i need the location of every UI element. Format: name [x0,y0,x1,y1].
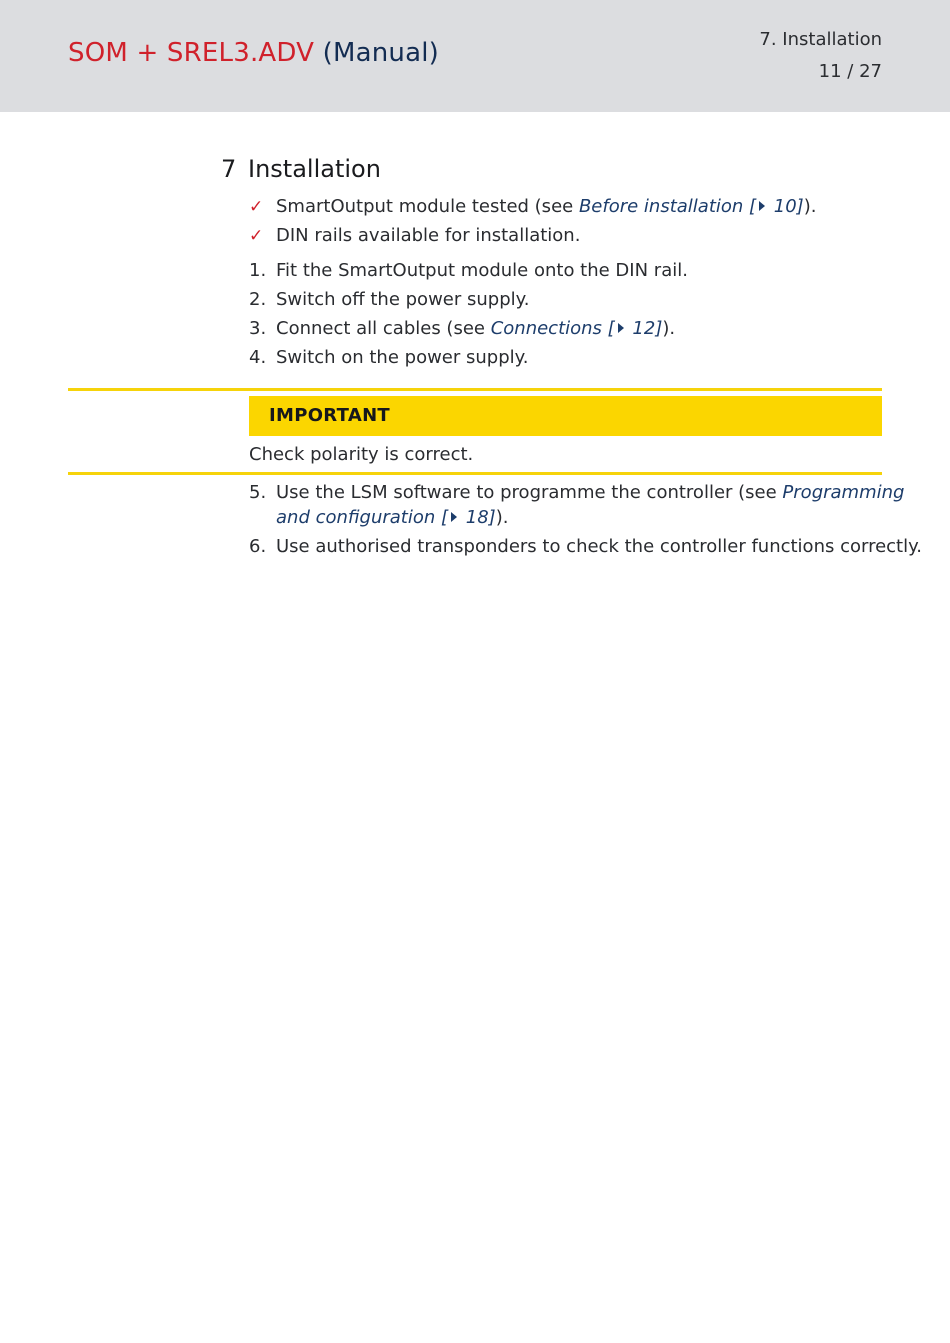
link-page: 18] [460,507,496,528]
step-text [276,317,675,341]
prerequisite-text: DIN rails available for installation. [276,225,581,246]
link-text: Before installation [ [578,196,757,217]
step-text-after: ). [495,507,509,528]
section-reference: 7. Installation [759,29,882,50]
document-title [68,38,439,68]
page-header [0,0,950,112]
page-reference-arrow-icon [451,512,457,522]
step-text: Fit the SmartOutput module onto the DIN rail. [276,260,688,281]
link-text: Connections [ [490,318,615,339]
link-programming[interactable]: Programming [782,482,905,503]
page-number: 11 / 27 [818,61,882,82]
step-text-after: ). [662,318,676,339]
step-text: Switch on the power supply. [276,347,529,368]
prerequisite-text-before: SmartOutput module tested (see [276,196,579,217]
step-text [276,481,904,505]
step-item [249,481,904,505]
link-page: 10] [768,196,804,217]
prerequisite-text-after: ). [803,196,817,217]
page-reference-arrow-icon [618,323,624,333]
step-text: Use authorised transponders to check the controller functions correctly. [276,536,922,557]
step-number: 3. [249,318,267,339]
step-item [249,317,675,341]
document-title-type: (Manual) [322,38,439,68]
link-text: and configuration [ [276,507,449,528]
document-title-product: SOM + SREL3.ADV [68,38,315,68]
prerequisite-text [276,195,816,219]
important-notice-banner [249,396,882,436]
step-item [249,535,922,559]
important-text: Check polarity is correct. [249,444,474,465]
step-text-before: Connect all cables (see [276,318,491,339]
checkmark-icon: ✓ [249,197,264,217]
step-item-continuation [249,506,508,530]
step-number: 2. [249,289,267,310]
step-item [249,288,529,312]
link-programming-continued[interactable] [276,507,496,528]
step-text-before: Use the LSM software to programme the controller (see [276,482,783,503]
checkmark-icon: ✓ [249,226,264,246]
step-number: 5. [249,482,267,503]
important-label: IMPORTANT [269,405,391,426]
step-item [249,346,528,370]
chapter-number: 7 [221,155,237,183]
step-number: 6. [249,536,267,557]
prerequisite-item [249,195,816,219]
chapter-title: Installation [248,155,381,183]
link-before-installation[interactable] [579,196,804,217]
link-page: 12] [626,318,663,339]
prerequisite-item [249,224,580,248]
step-number: 1. [249,260,267,281]
notice-top-rule [68,388,882,391]
page-reference-arrow-icon [759,201,765,211]
link-connections[interactable] [491,318,663,339]
notice-bottom-rule [68,472,882,475]
chapter-heading [221,155,381,183]
step-text [276,506,508,530]
step-item [249,259,688,283]
step-number: 4. [249,347,267,368]
step-text: Switch off the power supply. [276,289,530,310]
